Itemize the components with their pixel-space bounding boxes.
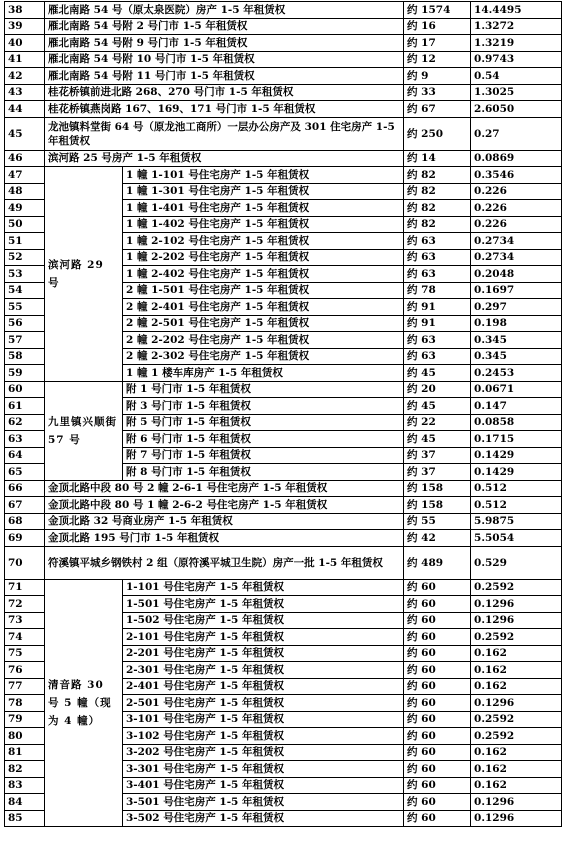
- row-number: 58: [5, 348, 45, 365]
- price-value: 14.4495: [471, 2, 562, 19]
- property-name: 3-301 号住宅房产 1-5 年租赁权: [123, 761, 404, 778]
- row-number: 40: [5, 35, 45, 52]
- row-number: 84: [5, 794, 45, 811]
- price-value: 0.297: [471, 299, 562, 316]
- area-value: 约 158: [404, 497, 471, 514]
- area-value: 约 63: [404, 348, 471, 365]
- row-number: 80: [5, 728, 45, 745]
- price-value: 0.345: [471, 332, 562, 349]
- area-value: 约 60: [404, 711, 471, 728]
- property-name: 金顶北路 32 号商业房产 1-5 年租赁权: [45, 513, 404, 530]
- area-value: 约 91: [404, 299, 471, 316]
- row-number: 68: [5, 513, 45, 530]
- price-value: 0.2592: [471, 629, 562, 646]
- price-value: 0.2048: [471, 266, 562, 283]
- area-value: 约 60: [404, 678, 471, 695]
- area-value: 约 1574: [404, 2, 471, 19]
- table-row: [5, 101, 562, 118]
- property-name: 3-101 号住宅房产 1-5 年租赁权: [123, 711, 404, 728]
- row-number: 52: [5, 249, 45, 266]
- row-number: 56: [5, 315, 45, 332]
- row-number: 76: [5, 662, 45, 679]
- row-number: 60: [5, 381, 45, 398]
- row-number: 62: [5, 414, 45, 431]
- price-value: 0.512: [471, 480, 562, 497]
- price-value: 1.3025: [471, 84, 562, 101]
- property-name: 3-102 号住宅房产 1-5 年租赁权: [123, 728, 404, 745]
- property-name: 1 幢 1-101 号住宅房产 1-5 年租赁权: [123, 167, 404, 184]
- property-name: 1-501 号住宅房产 1-5 年租赁权: [123, 596, 404, 613]
- row-number: 39: [5, 18, 45, 35]
- property-name: 附 8 号门市 1-5 年租赁权: [123, 464, 404, 481]
- row-number: 83: [5, 777, 45, 794]
- area-value: 约 82: [404, 200, 471, 217]
- area-value: 约 60: [404, 629, 471, 646]
- area-value: 约 91: [404, 315, 471, 332]
- price-value: 0.1715: [471, 431, 562, 448]
- price-value: 0.162: [471, 744, 562, 761]
- property-name: 1 幢 1-402 号住宅房产 1-5 年租赁权: [123, 216, 404, 233]
- table-row: [5, 68, 562, 85]
- row-number: 66: [5, 480, 45, 497]
- property-name: 1 幢 1-301 号住宅房产 1-5 年租赁权: [123, 183, 404, 200]
- price-value: 0.1296: [471, 596, 562, 613]
- property-name: 1 幢 1 楼车库房产 1-5 年租赁权: [123, 365, 404, 382]
- area-value: 约 16: [404, 18, 471, 35]
- property-name: 雁北南路 54 号附 9 号门市 1-5 年租赁权: [45, 35, 404, 52]
- property-name: 附 5 号门市 1-5 年租赁权: [123, 414, 404, 431]
- row-number: 71: [5, 579, 45, 596]
- row-number: 72: [5, 596, 45, 613]
- property-name: 2-101 号住宅房产 1-5 年租赁权: [123, 629, 404, 646]
- area-value: 约 45: [404, 431, 471, 448]
- property-name: 桂花桥镇前进北路 268、270 号门市 1-5 年租赁权: [45, 84, 404, 101]
- row-number: 78: [5, 695, 45, 712]
- price-value: 0.147: [471, 398, 562, 415]
- table-row: [5, 497, 562, 514]
- area-value: 约 60: [404, 761, 471, 778]
- property-name: 1 幢 2-102 号住宅房产 1-5 年租赁权: [123, 233, 404, 250]
- area-value: 约 22: [404, 414, 471, 431]
- row-number: 61: [5, 398, 45, 415]
- property-name: 2 幢 1-501 号住宅房产 1-5 年租赁权: [123, 282, 404, 299]
- price-value: 0.198: [471, 315, 562, 332]
- area-value: 约 63: [404, 266, 471, 283]
- area-value: 约 45: [404, 398, 471, 415]
- row-number: 57: [5, 332, 45, 349]
- row-number: 79: [5, 711, 45, 728]
- table-row: [5, 84, 562, 101]
- price-value: 0.3546: [471, 167, 562, 184]
- area-value: 约 67: [404, 101, 471, 118]
- lease-table: [4, 1, 562, 827]
- row-number: 77: [5, 678, 45, 695]
- price-value: 0.345: [471, 348, 562, 365]
- area-value: 约 63: [404, 249, 471, 266]
- table-row: [5, 35, 562, 52]
- property-name: 雁北南路 54 号附 2 号门市 1-5 年租赁权: [45, 18, 404, 35]
- row-number: 74: [5, 629, 45, 646]
- area-value: 约 33: [404, 84, 471, 101]
- row-number: 47: [5, 167, 45, 184]
- row-number: 42: [5, 68, 45, 85]
- row-number: 51: [5, 233, 45, 250]
- property-name: 2 幢 2-501 号住宅房产 1-5 年租赁权: [123, 315, 404, 332]
- price-value: 0.27: [471, 117, 562, 150]
- table-row: [5, 579, 562, 596]
- row-number: 81: [5, 744, 45, 761]
- row-number: 44: [5, 101, 45, 118]
- row-number: 41: [5, 51, 45, 68]
- row-number: 46: [5, 150, 45, 167]
- price-value: 2.6050: [471, 101, 562, 118]
- price-value: 0.162: [471, 777, 562, 794]
- price-value: 1.3272: [471, 18, 562, 35]
- price-value: 0.226: [471, 216, 562, 233]
- area-value: 约 60: [404, 728, 471, 745]
- row-number: 48: [5, 183, 45, 200]
- area-value: 约 82: [404, 183, 471, 200]
- area-value: 约 37: [404, 464, 471, 481]
- price-value: 0.529: [471, 546, 562, 579]
- area-value: 约 60: [404, 645, 471, 662]
- area-value: 约 63: [404, 233, 471, 250]
- property-name: 雁北南路 54 号附 10 号门市 1-5 年租赁权: [45, 51, 404, 68]
- area-value: 约 20: [404, 381, 471, 398]
- row-number: 75: [5, 645, 45, 662]
- property-name: 2 幢 2-202 号住宅房产 1-5 年租赁权: [123, 332, 404, 349]
- property-name: 2 幢 2-302 号住宅房产 1-5 年租赁权: [123, 348, 404, 365]
- property-name: 2-201 号住宅房产 1-5 年租赁权: [123, 645, 404, 662]
- property-name: 1 幢 1-401 号住宅房产 1-5 年租赁权: [123, 200, 404, 217]
- area-value: 约 14: [404, 150, 471, 167]
- group-address: 清音路 30 号 5 幢（现为 4 幢）: [45, 579, 123, 827]
- row-number: 67: [5, 497, 45, 514]
- property-name: 1 幢 2-402 号住宅房产 1-5 年租赁权: [123, 266, 404, 283]
- price-value: 0.2734: [471, 233, 562, 250]
- price-value: 0.0869: [471, 150, 562, 167]
- price-value: 5.9875: [471, 513, 562, 530]
- table-row: [5, 546, 562, 579]
- price-value: 0.1296: [471, 810, 562, 827]
- row-number: 43: [5, 84, 45, 101]
- area-value: 约 60: [404, 596, 471, 613]
- row-number: 59: [5, 365, 45, 382]
- table-row: [5, 150, 562, 167]
- area-value: 约 60: [404, 695, 471, 712]
- area-value: 约 60: [404, 810, 471, 827]
- property-name: 符溪镇平城乡钢铁村 2 组（原符溪平城卫生院）房产一批 1-5 年租赁权: [45, 546, 404, 579]
- row-number: 53: [5, 266, 45, 283]
- area-value: 约 82: [404, 216, 471, 233]
- area-value: 约 60: [404, 612, 471, 629]
- price-value: 0.1296: [471, 695, 562, 712]
- property-name: 3-202 号住宅房产 1-5 年租赁权: [123, 744, 404, 761]
- property-name: 2-501 号住宅房产 1-5 年租赁权: [123, 695, 404, 712]
- property-name: 金顶北路 195 号门市 1-5 年租赁权: [45, 530, 404, 547]
- table-row: [5, 117, 562, 150]
- property-name: 附 6 号门市 1-5 年租赁权: [123, 431, 404, 448]
- table-row: [5, 513, 562, 530]
- row-number: 54: [5, 282, 45, 299]
- row-number: 85: [5, 810, 45, 827]
- property-name: 3-501 号住宅房产 1-5 年租赁权: [123, 794, 404, 811]
- lease-table-body: [5, 2, 562, 827]
- row-number: 50: [5, 216, 45, 233]
- area-value: 约 60: [404, 777, 471, 794]
- price-value: 0.1697: [471, 282, 562, 299]
- area-value: 约 55: [404, 513, 471, 530]
- price-value: 0.162: [471, 678, 562, 695]
- property-name: 金顶北路中段 80 号 2 幢 2-6-1 号住宅房产 1-5 年租赁权: [45, 480, 404, 497]
- row-number: 45: [5, 117, 45, 150]
- price-value: 0.2592: [471, 728, 562, 745]
- table-row: [5, 381, 562, 398]
- area-value: 约 45: [404, 365, 471, 382]
- row-number: 38: [5, 2, 45, 19]
- row-number: 55: [5, 299, 45, 316]
- property-name: 龙池镇料堂街 64 号（原龙池工商所）一层办公房产及 301 住宅房产 1-5 年租赁权: [45, 117, 404, 150]
- area-value: 约 60: [404, 579, 471, 596]
- area-value: 约 489: [404, 546, 471, 579]
- row-number: 69: [5, 530, 45, 547]
- price-value: 0.512: [471, 497, 562, 514]
- property-name: 滨河路 25 号房产 1-5 年租赁权: [45, 150, 404, 167]
- area-value: 约 60: [404, 662, 471, 679]
- price-value: 5.5054: [471, 530, 562, 547]
- price-value: 0.2734: [471, 249, 562, 266]
- property-name: 附 1 号门市 1-5 年租赁权: [123, 381, 404, 398]
- price-value: 0.162: [471, 645, 562, 662]
- property-name: 1 幢 2-202 号住宅房产 1-5 年租赁权: [123, 249, 404, 266]
- property-name: 金顶北路中段 80 号 1 幢 2-6-2 号住宅房产 1-5 年租赁权: [45, 497, 404, 514]
- area-value: 约 78: [404, 282, 471, 299]
- property-name: 1-101 号住宅房产 1-5 年租赁权: [123, 579, 404, 596]
- table-row: [5, 530, 562, 547]
- area-value: 约 250: [404, 117, 471, 150]
- area-value: 约 17: [404, 35, 471, 52]
- price-value: 0.9743: [471, 51, 562, 68]
- price-value: 0.2592: [471, 711, 562, 728]
- property-name: 3-502 号住宅房产 1-5 年租赁权: [123, 810, 404, 827]
- price-value: 0.0858: [471, 414, 562, 431]
- price-value: 0.162: [471, 662, 562, 679]
- table-row: [5, 2, 562, 19]
- area-value: 约 9: [404, 68, 471, 85]
- price-value: 0.2592: [471, 579, 562, 596]
- area-value: 约 37: [404, 447, 471, 464]
- property-name: 2 幢 2-401 号住宅房产 1-5 年租赁权: [123, 299, 404, 316]
- price-value: 0.1429: [471, 464, 562, 481]
- area-value: 约 158: [404, 480, 471, 497]
- property-name: 附 7 号门市 1-5 年租赁权: [123, 447, 404, 464]
- table-row: [5, 51, 562, 68]
- property-name: 2-401 号住宅房产 1-5 年租赁权: [123, 678, 404, 695]
- row-number: 73: [5, 612, 45, 629]
- row-number: 65: [5, 464, 45, 481]
- group-address: 滨河路 29 号: [45, 167, 123, 382]
- area-value: 约 82: [404, 167, 471, 184]
- table-row: [5, 18, 562, 35]
- property-name: 雁北南路 54 号（原太泉医院）房产 1-5 年租赁权: [45, 2, 404, 19]
- row-number: 49: [5, 200, 45, 217]
- area-value: 约 60: [404, 794, 471, 811]
- area-value: 约 63: [404, 332, 471, 349]
- row-number: 63: [5, 431, 45, 448]
- area-value: 约 60: [404, 744, 471, 761]
- row-number: 82: [5, 761, 45, 778]
- property-name: 3-401 号住宅房产 1-5 年租赁权: [123, 777, 404, 794]
- price-value: 0.2453: [471, 365, 562, 382]
- property-name: 雁北南路 54 号附 11 号门市 1-5 年租赁权: [45, 68, 404, 85]
- price-value: 0.162: [471, 761, 562, 778]
- row-number: 64: [5, 447, 45, 464]
- price-value: 0.226: [471, 200, 562, 217]
- price-value: 0.226: [471, 183, 562, 200]
- price-value: 0.54: [471, 68, 562, 85]
- area-value: 约 12: [404, 51, 471, 68]
- price-value: 0.1296: [471, 794, 562, 811]
- row-number: 70: [5, 546, 45, 579]
- property-name: 1-502 号住宅房产 1-5 年租赁权: [123, 612, 404, 629]
- price-value: 1.3219: [471, 35, 562, 52]
- property-name: 2-301 号住宅房产 1-5 年租赁权: [123, 662, 404, 679]
- table-row: [5, 167, 562, 184]
- table-row: [5, 480, 562, 497]
- property-name: 附 3 号门市 1-5 年租赁权: [123, 398, 404, 415]
- price-value: 0.1429: [471, 447, 562, 464]
- price-value: 0.1296: [471, 612, 562, 629]
- property-name: 桂花桥镇燕岗路 167、169、171 号门市 1-5 年租赁权: [45, 101, 404, 118]
- price-value: 0.0671: [471, 381, 562, 398]
- group-address: 九里镇兴顺街 57 号: [45, 381, 123, 480]
- area-value: 约 42: [404, 530, 471, 547]
